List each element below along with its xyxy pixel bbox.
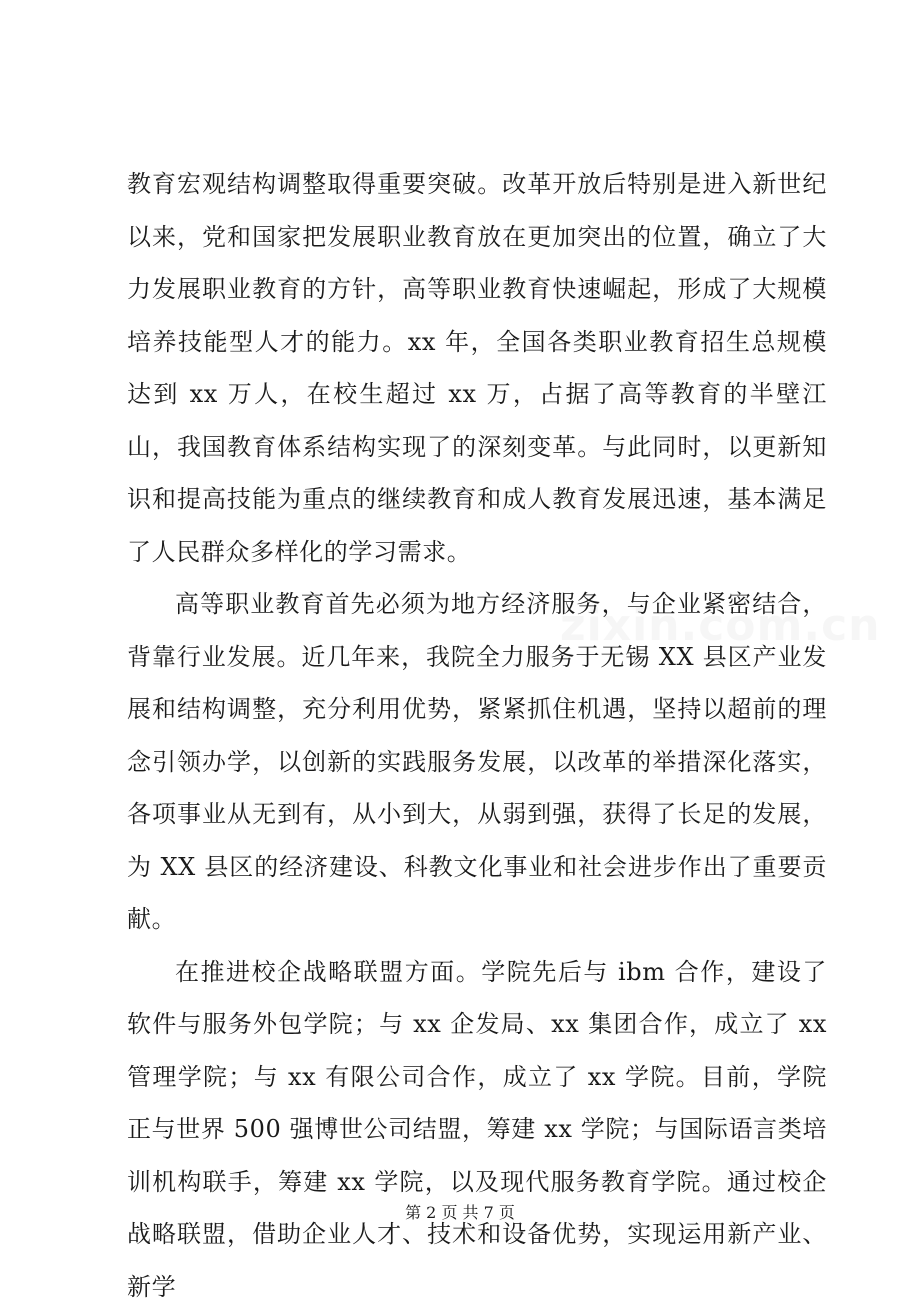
- paragraph-1: 教育宏观结构调整取得重要突破。改革开放后特别是进入新世纪以来，党和国家把发展职业教育放在更加突出的位置，确立了大力发展职业教育的方针，高等职业教育快速崛起，形成了大规模培养技能型人才的能力。xx 年，全国各类职业教育招生总规模达到 xx 万人，在校生超过 xx 万，占据了高等教育的半壁江山，我国教育体系结构实现了的深刻变革。与此同时，以更新知识和提高技能为重点的继续教育和成人教育发展迅速，基本满足了人民群众多样化的学习需求。: [127, 158, 827, 578]
- paragraph-2: 高等职业教育首先必须为地方经济服务，与企业紧密结合，背靠行业发展。近几年来，我院全力服务于无锡 XX 县区产业发展和结构调整，充分利用优势，紧紧抓住机遇，坚持以超前的理念引领办学，以创新的实践服务发展，以改革的举措深化落实，各项事业从无到有，从小到大，从弱到强，获得了长足的发展，为 XX 县区的经济建设、科教文化事业和社会进步作出了重要贡献。: [127, 578, 827, 946]
- document-body: [127, 158, 827, 1313]
- paragraph-3: 在推进校企战略联盟方面。学院先后与 ibm 合作，建设了软件与服务外包学院；与 xx 企发局、xx 集团合作，成立了 xx 管理学院；与 xx 有限公司合作，成立了 xx 学院。目前，学院正与世界 500 强博世公司结盟，筹建 xx 学院；与国际语言类培训机构联手，筹建 xx 学院，以及现代服务教育学院。通过校企战略联盟，借助企业人才、技术和设备优势，实现运用新产业、新学: [127, 946, 827, 1313]
- page-footer: 第 2 页 共 7 页: [0, 1200, 920, 1223]
- watermark: zixin.com.cn: [560, 600, 880, 651]
